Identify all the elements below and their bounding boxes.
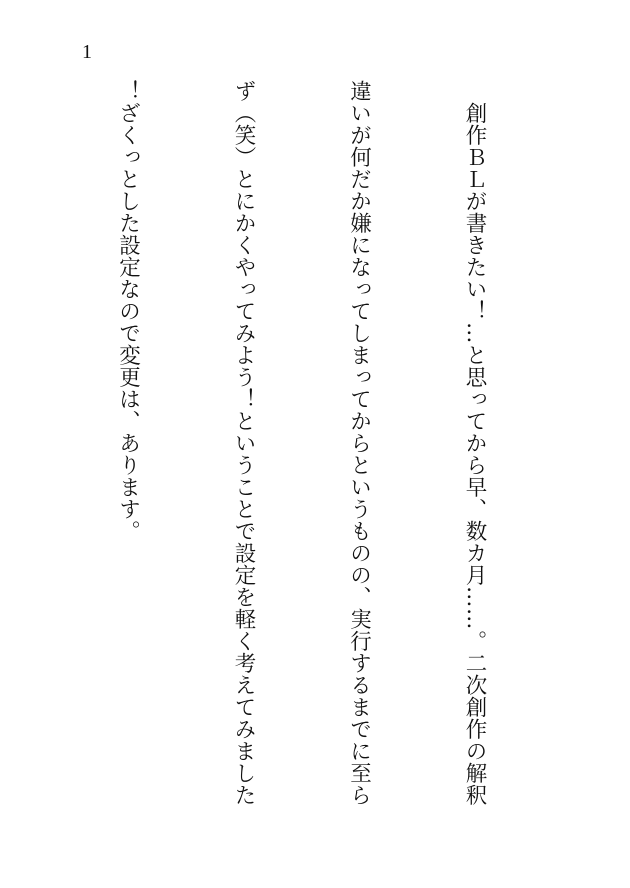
blank-line — [0, 80, 31, 840]
text-line: ！ざくっとした設定なので変更は、あります。 — [115, 80, 141, 542]
text-line: 創作ＢＬが書きたい！…と思ってから早、数カ月……。二次創作の解釈 — [462, 80, 487, 806]
vertical-text-body — [0, 80, 570, 840]
text-line: 違いが何だか嫌になってしまってからというものの、実行するまでに至ら — [346, 80, 372, 806]
text-line: ず（笑）とにかくやってみよう！ということで設定を軽く考えてみました — [231, 80, 256, 806]
page-number: 1 — [82, 41, 92, 63]
